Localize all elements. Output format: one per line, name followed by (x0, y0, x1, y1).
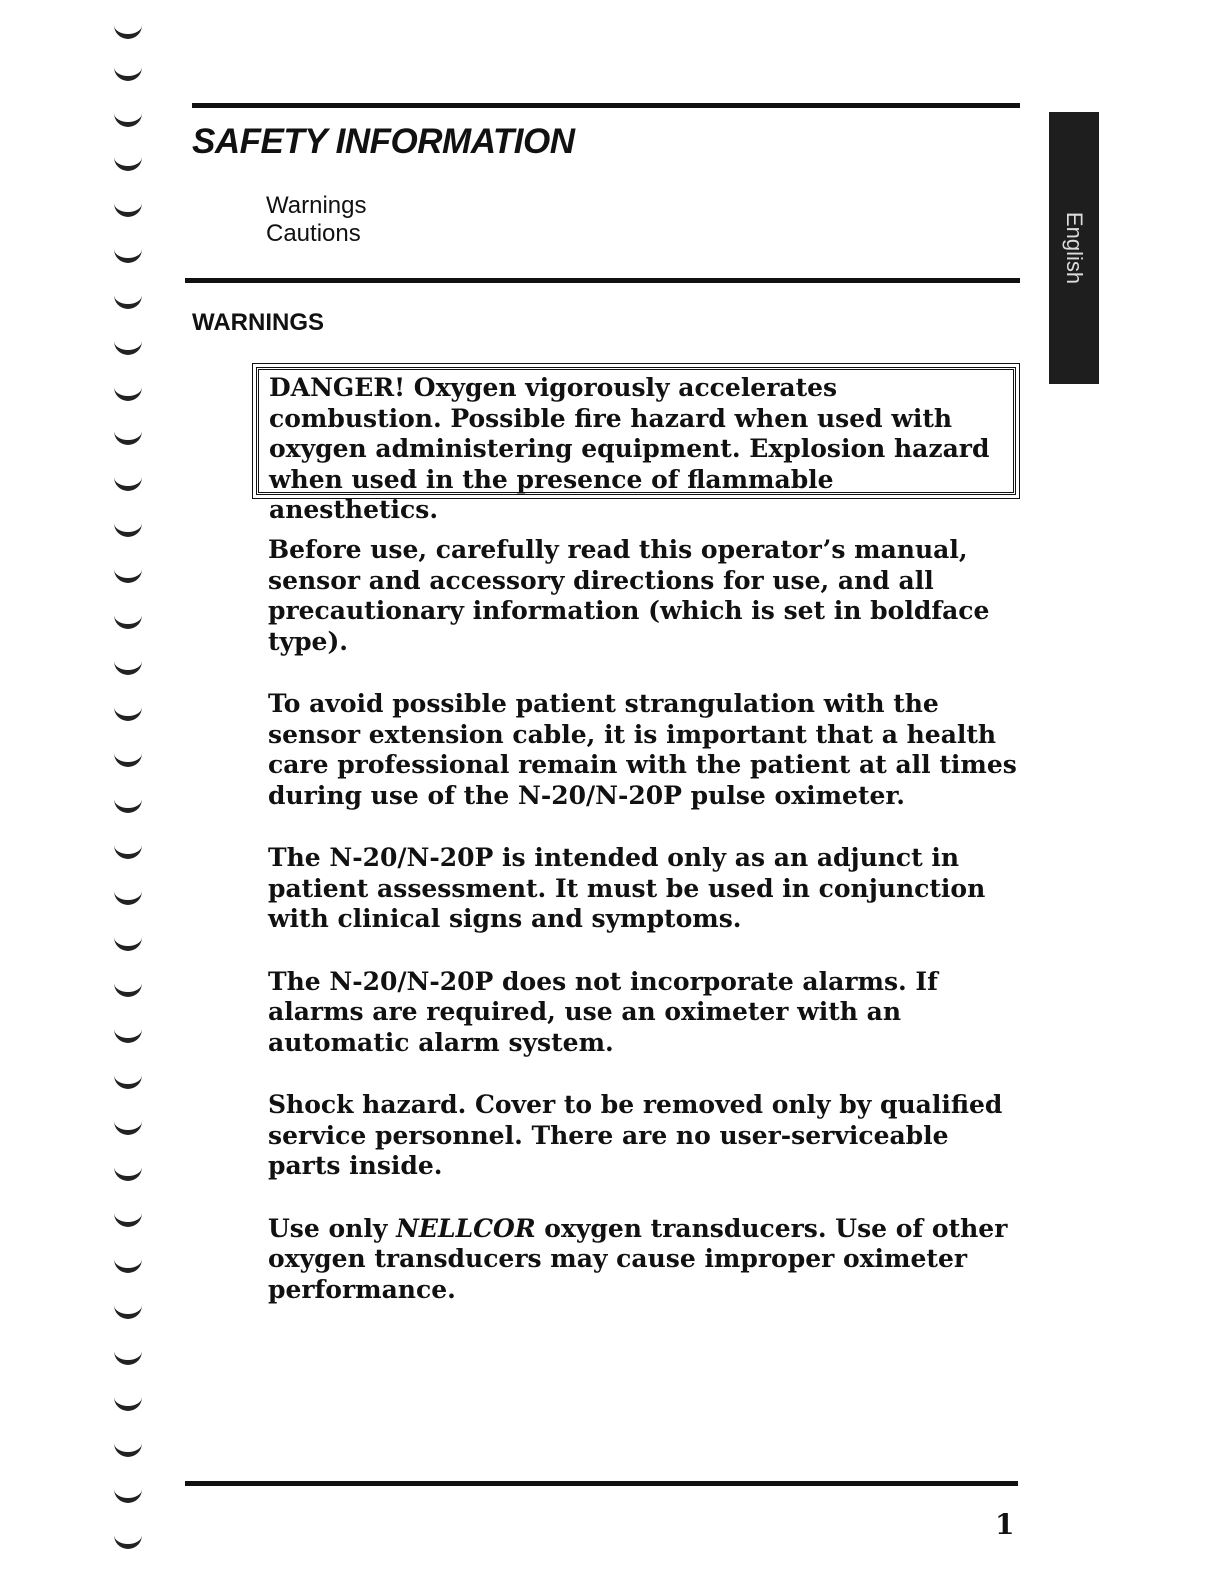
warning-item: Before use, carefully read this operator’s manual, sensor and accessory directions for use, and all precautionary information (which is set in boldface type). (268, 535, 990, 656)
binding-ring-icon (114, 1440, 142, 1457)
binding-ring-icon (114, 566, 142, 583)
binding-ring-icon (114, 612, 142, 629)
contents-item-cautions[interactable]: Cautions (266, 220, 361, 247)
warning-item-text: oxygen transducers. Use of other oxygen transducers may cause improper oximeter performance. (268, 1213, 1008, 1304)
warning-item-text: Use only (268, 1213, 397, 1243)
binding-ring-icon (114, 842, 142, 859)
binding-ring-icon (114, 888, 142, 905)
binding-ring-icon (114, 1302, 142, 1319)
section-title: SAFETY INFORMATION (192, 122, 575, 161)
binding-ring-icon (114, 796, 142, 813)
binding-ring-icon (114, 292, 142, 309)
section-rule (185, 278, 1020, 283)
binding-ring-icon (114, 110, 142, 127)
binding-ring-icon (114, 1532, 142, 1549)
binding-ring-icon (114, 1164, 142, 1181)
section-contents (266, 192, 366, 248)
binding-ring-icon (114, 934, 142, 951)
binding-ring-icon (114, 154, 142, 171)
binding-ring-icon (114, 246, 142, 263)
brand-name: NELLCOR (396, 1213, 536, 1243)
warnings-list (268, 535, 1028, 1337)
binding-ring-icon (114, 1072, 142, 1089)
bottom-rule (185, 1481, 1018, 1486)
binding-ring-icon (114, 1118, 142, 1135)
binding-ring-icon (114, 1486, 142, 1503)
binding-ring-icon (114, 520, 142, 537)
binding-ring-icon (114, 1026, 142, 1043)
danger-warning-box: DANGER! Oxygen vigorously accelerates combustion. Possible fire hazard when used with oxygen administering equipment. Explosion hazard when used in the presence of flammable anesthetics. (256, 367, 1016, 495)
binding-ring-icon (114, 200, 142, 217)
page-number: 1 (995, 1508, 1015, 1541)
binding-ring-icon (114, 704, 142, 721)
spiral-binding (108, 0, 158, 1584)
warning-item: Shock hazard. Cover to be removed only by qualified service personnel. There are no user-serviceable parts inside. (268, 1090, 1003, 1180)
language-tab-label: English (1062, 211, 1087, 285)
binding-ring-icon (114, 338, 142, 355)
warning-item: The N-20/N-20P is intended only as an adjunct in patient assessment. It must be used in conjunction with clinical signs and symptoms. (268, 843, 986, 933)
binding-ring-icon (114, 750, 142, 767)
warning-item: To avoid possible patient strangulation with the sensor extension cable, it is important that a health care professional remain with the patient at all times during use of the N-20/N-20P pulse oximeter. (268, 689, 1017, 810)
binding-ring-icon (114, 1256, 142, 1273)
top-rule (192, 103, 1020, 108)
binding-ring-icon (114, 1210, 142, 1227)
binding-ring-icon (114, 980, 142, 997)
warnings-heading: WARNINGS (192, 309, 324, 336)
binding-ring-icon (114, 428, 142, 445)
contents-item-warnings[interactable]: Warnings (266, 192, 367, 219)
warning-item-nellcor (268, 1214, 1028, 1306)
language-tab[interactable] (1049, 112, 1099, 384)
binding-ring-icon (114, 658, 142, 675)
binding-ring-icon (114, 384, 142, 401)
binding-ring-icon (114, 474, 142, 491)
binding-ring-icon (114, 22, 142, 39)
binding-ring-icon (114, 1394, 142, 1411)
binding-ring-icon (114, 1348, 142, 1365)
warning-item: The N-20/N-20P does not incorporate alarms. If alarms are required, use an oximeter with an automatic alarm system. (268, 966, 938, 1057)
binding-ring-icon (114, 64, 142, 81)
